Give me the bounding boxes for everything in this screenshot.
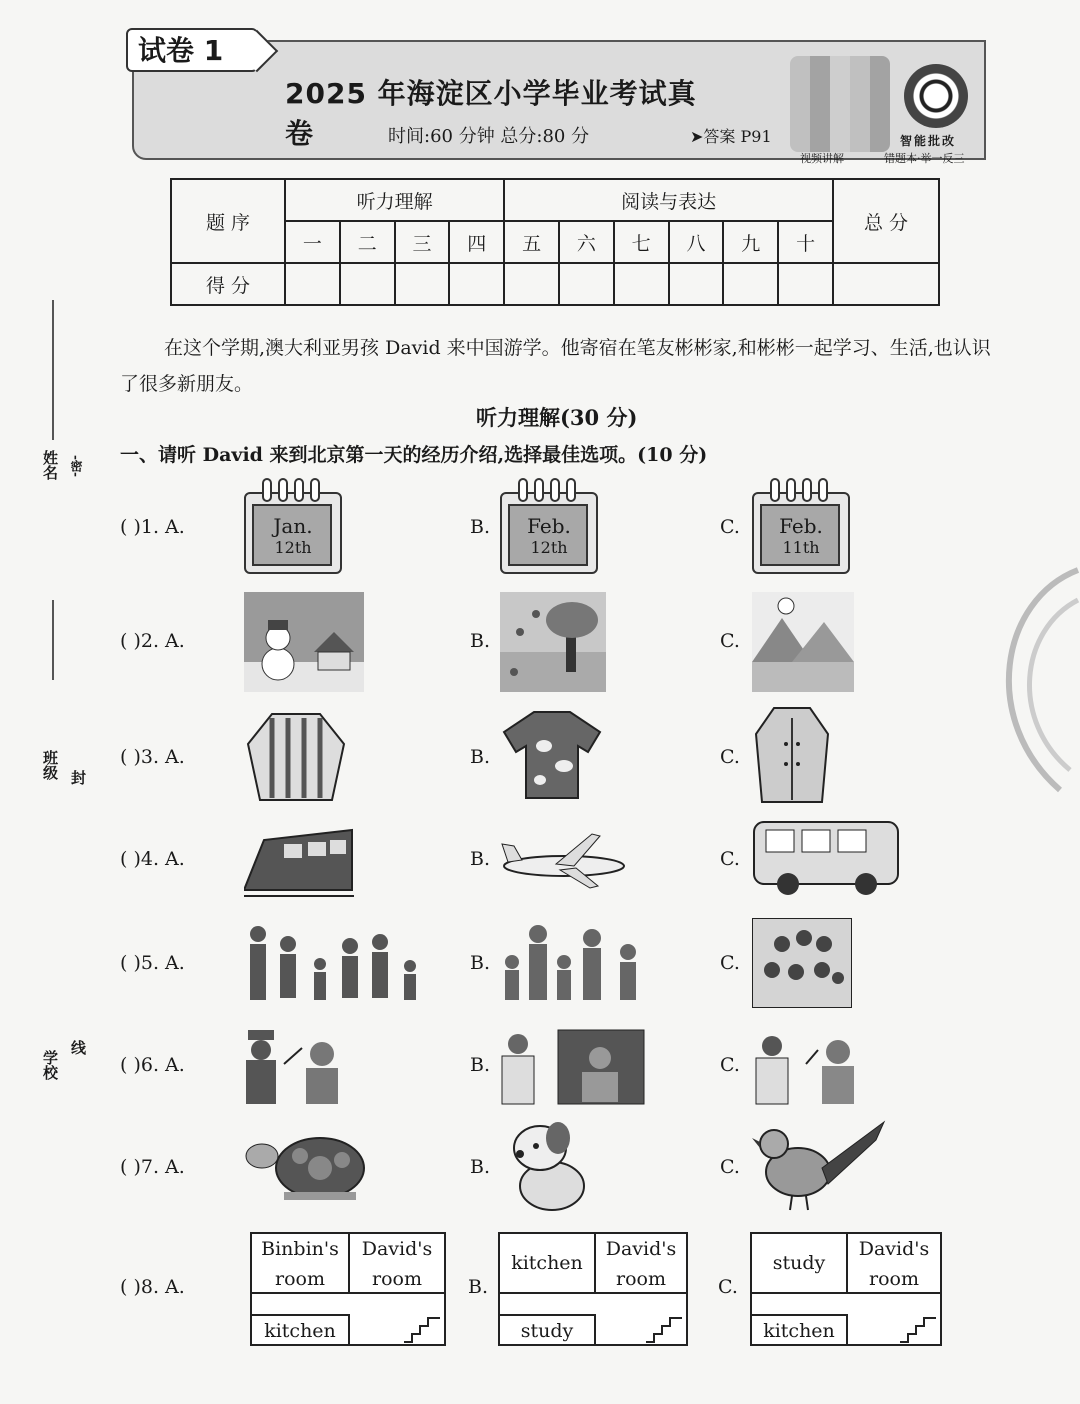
option-b-label: B.	[470, 952, 491, 974]
school-field-label: 学校	[41, 1050, 59, 1080]
section-heading: 听力理解(30 分)	[476, 405, 638, 430]
room-label: study	[498, 1314, 596, 1346]
question-2[interactable]: ( )2. A.	[120, 630, 185, 652]
room-label: room	[869, 1268, 919, 1290]
question-8[interactable]: ( )8. A.	[120, 1276, 185, 1298]
family-portrait-icon[interactable]	[752, 918, 852, 1008]
calendar-icon[interactable]	[752, 478, 850, 574]
option-c-label: C.	[718, 1276, 738, 1298]
airplane-icon[interactable]	[500, 826, 626, 892]
policeman-nurse-icon[interactable]	[244, 1028, 354, 1106]
room-label: kitchen	[250, 1314, 350, 1346]
exam-meta: 时间:60 分钟 总分:80 分	[388, 126, 590, 147]
family-of-five-icon[interactable]	[500, 922, 644, 1004]
calendar-month: Feb.	[779, 514, 823, 538]
question-3[interactable]: ( )3. A.	[120, 746, 185, 768]
spring-hills-icon[interactable]	[752, 592, 854, 692]
option-b-label: B.	[470, 516, 491, 538]
answer-ref: ➤答案 P91	[690, 127, 772, 146]
option-b-label: B.	[468, 1276, 489, 1298]
exam-title: 2025 年海淀区小学毕业考试真卷	[285, 77, 697, 150]
option-c-label: C.	[720, 1054, 740, 1076]
question-6[interactable]: ( )6. A.	[120, 1054, 185, 1076]
col-header: 四	[449, 221, 504, 263]
row-label: 题 序	[171, 179, 285, 263]
autumn-tree-icon[interactable]	[500, 592, 606, 692]
option-c-label: C.	[720, 630, 740, 652]
seal-label: 封	[69, 770, 87, 785]
col-header: 二	[340, 221, 395, 263]
calendar-day: 12th	[274, 538, 312, 557]
blurred-qr	[790, 56, 890, 152]
score-label: 得 分	[171, 263, 285, 305]
col-header: 五	[504, 221, 559, 263]
score-table	[170, 178, 940, 306]
room-label: room	[616, 1268, 666, 1290]
calendar-day: 11th	[782, 538, 820, 557]
group-listen: 听力理解	[285, 179, 504, 221]
question-5[interactable]: ( )5. A.	[120, 952, 185, 974]
col-header: 九	[723, 221, 778, 263]
name-line[interactable]	[52, 300, 54, 440]
room-label: David's	[605, 1238, 677, 1260]
col-header: 十	[778, 221, 833, 263]
stairs-icon	[898, 1316, 938, 1344]
coat-icon[interactable]	[752, 704, 832, 804]
stairs-icon	[644, 1316, 684, 1344]
score-cell[interactable]	[395, 263, 450, 305]
option-c-label: C.	[720, 952, 740, 974]
option-b-label: B.	[470, 1156, 491, 1178]
puppy-icon[interactable]	[500, 1116, 592, 1212]
turtle-icon[interactable]	[244, 1126, 368, 1206]
floor-plan-a[interactable]	[250, 1232, 446, 1346]
tshirt-icon[interactable]	[500, 706, 604, 802]
room-label: kitchen	[750, 1314, 848, 1346]
option-c-label: C.	[720, 848, 740, 870]
option-b-label: B.	[470, 848, 491, 870]
room-label: room	[275, 1268, 325, 1290]
question-4[interactable]: ( )4. A.	[120, 848, 185, 870]
score-cell[interactable]	[778, 263, 833, 305]
total-header: 总 分	[833, 179, 939, 263]
room-label: room	[372, 1268, 422, 1290]
bus-icon[interactable]	[752, 818, 902, 898]
total-score-cell[interactable]	[833, 263, 939, 305]
option-c-label: C.	[720, 516, 740, 538]
score-cell[interactable]	[723, 263, 778, 305]
col-header: 七	[614, 221, 669, 263]
room-label: study	[750, 1232, 848, 1294]
seal-dash: -密-	[69, 455, 83, 477]
floor-plan-b[interactable]	[498, 1232, 688, 1346]
option-c-label: C.	[720, 746, 740, 768]
doctor-nurse-icon[interactable]	[752, 1028, 862, 1106]
winter-snowman-icon[interactable]	[244, 592, 364, 692]
score-cell[interactable]	[614, 263, 669, 305]
decorative-arc-icon	[960, 560, 1080, 800]
line-label: 线	[69, 1040, 87, 1055]
col-header: 三	[395, 221, 450, 263]
part-heading: 一、请听 David 来到北京第一天的经历介绍,选择最佳选项。(10 分)	[120, 444, 708, 466]
col-header: 六	[559, 221, 614, 263]
option-b-label: B.	[470, 630, 491, 652]
sweater-icon[interactable]	[244, 704, 348, 804]
intro-text: 在这个学期,澳大利亚男孩 David 来中国游学。他寄宿在笔友彬彬家,和彬彬一起学习、生活,也认识了很多新朋友。	[120, 337, 991, 395]
calendar-icon[interactable]	[244, 478, 342, 574]
stairs-icon	[402, 1316, 442, 1344]
large-family-icon[interactable]	[244, 922, 424, 1004]
floor-plan-c[interactable]	[750, 1232, 942, 1346]
dashed-line	[52, 600, 54, 680]
calendar-month: Jan.	[273, 514, 313, 538]
question-7[interactable]: ( )7. A.	[120, 1156, 185, 1178]
doctor-newscaster-icon[interactable]	[500, 1028, 646, 1106]
option-b-label: B.	[470, 1054, 491, 1076]
calendar-month: Feb.	[527, 514, 571, 538]
room-label: David's	[361, 1238, 433, 1260]
group-read: 阅读与表达	[504, 179, 833, 221]
room-label: Binbin's	[261, 1238, 339, 1260]
class-field-label: 班级	[41, 750, 59, 780]
paper-tag: 试卷 1	[126, 28, 258, 72]
score-cell[interactable]	[559, 263, 614, 305]
calendar-icon[interactable]	[500, 478, 598, 574]
bird-icon[interactable]	[752, 1118, 886, 1212]
score-cell[interactable]	[340, 263, 395, 305]
option-c-label: C.	[720, 1156, 740, 1178]
option-b-label: B.	[470, 746, 491, 768]
room-label: David's	[858, 1238, 930, 1260]
question-1[interactable]: ( )1. A.	[120, 516, 185, 538]
video-label: 视频讲解	[800, 152, 844, 165]
train-icon[interactable]	[244, 820, 354, 898]
qr-label: 智能批改	[900, 134, 957, 148]
name-field-label: 姓名	[41, 450, 59, 480]
col-header: 八	[669, 221, 724, 263]
calendar-day: 12th	[530, 538, 568, 557]
room-label: kitchen	[498, 1232, 596, 1294]
col-header: 一	[285, 221, 340, 263]
score-cell[interactable]	[449, 263, 504, 305]
score-cell[interactable]	[504, 263, 559, 305]
score-cell[interactable]	[669, 263, 724, 305]
qr-code-icon[interactable]	[904, 64, 968, 128]
qr-sub: 错题本·举一反三	[884, 152, 965, 165]
score-cell[interactable]	[285, 263, 340, 305]
